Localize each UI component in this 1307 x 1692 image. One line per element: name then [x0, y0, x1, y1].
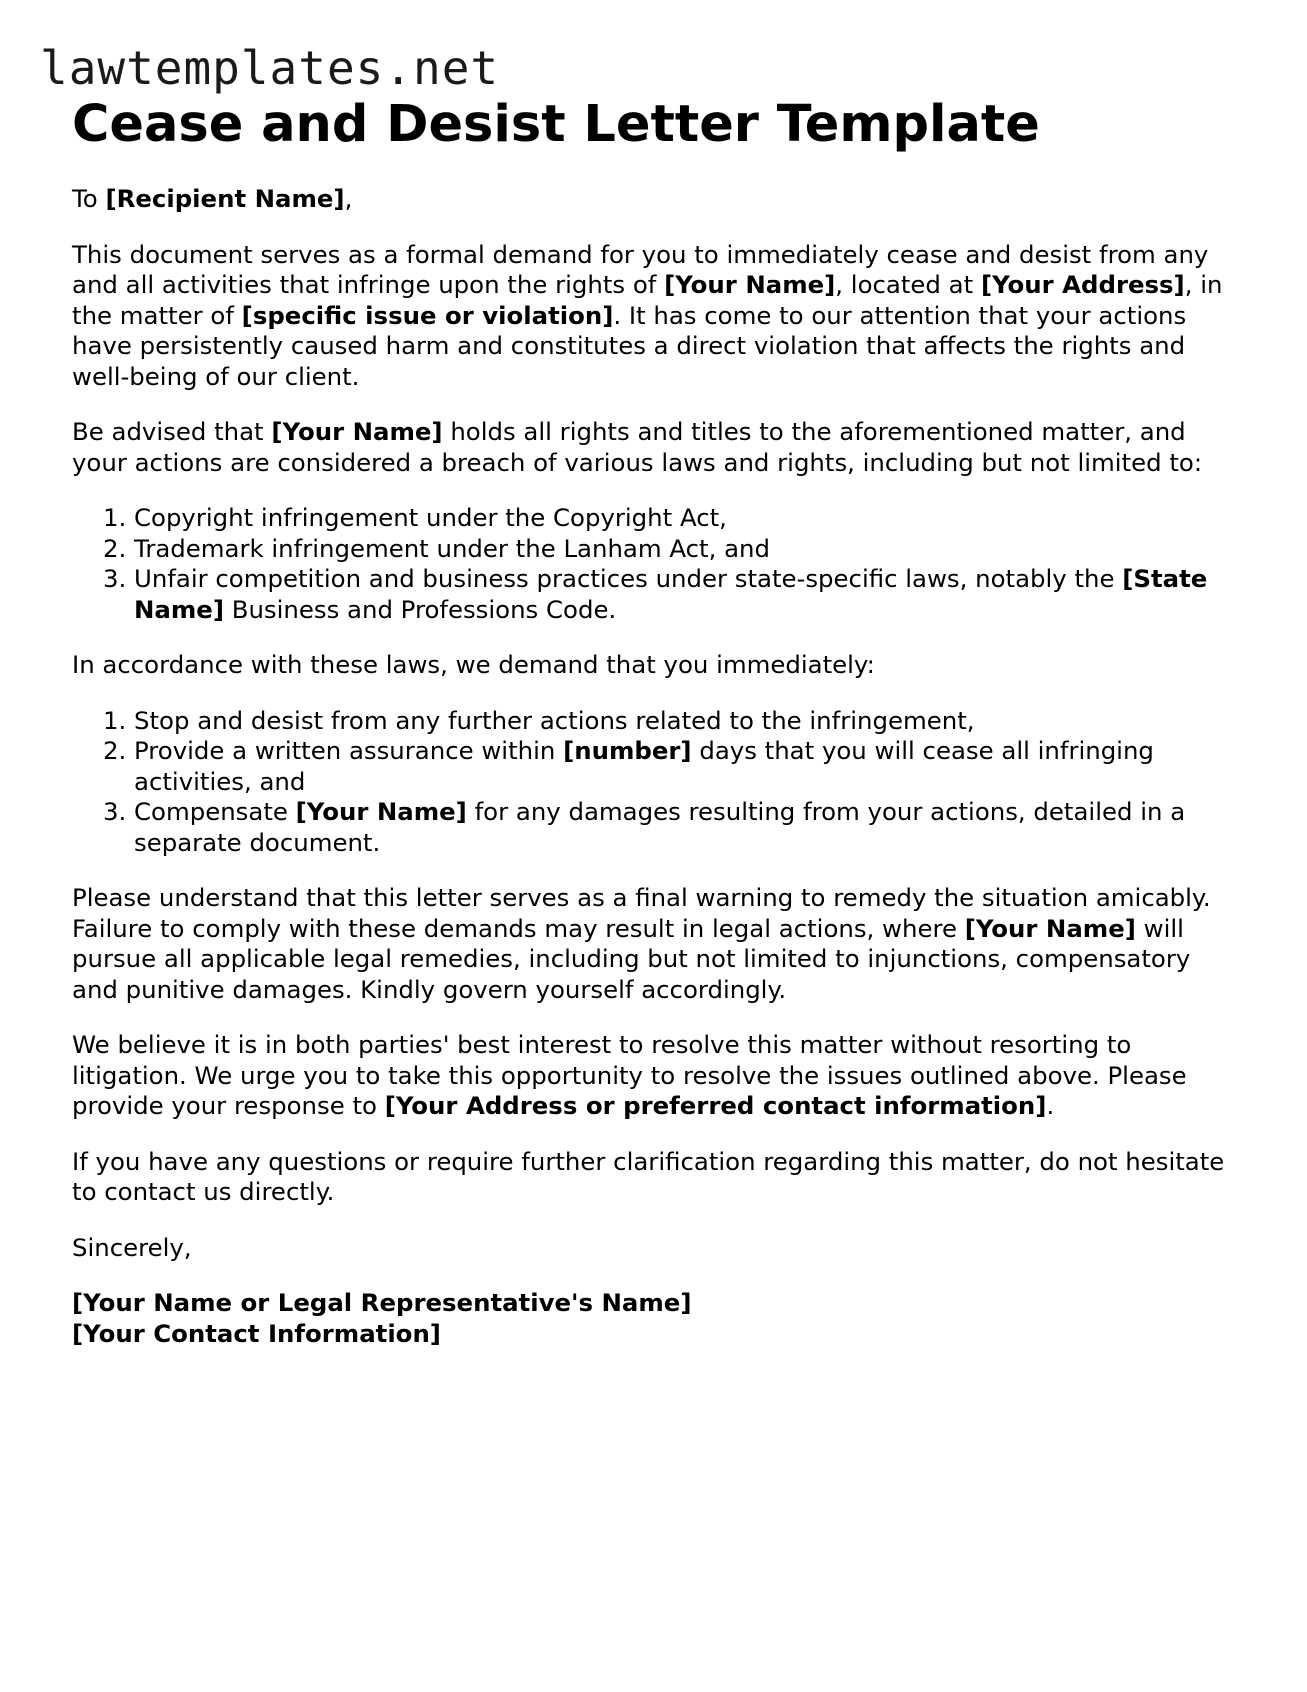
- signature-contact: [Your Contact Information]: [72, 1318, 441, 1348]
- text-run: Unfair competition and business practices under state-specific laws, notably the: [134, 564, 1123, 593]
- list-item: 1. Copyright infringement under the Copyright Act,: [134, 503, 1242, 534]
- demands-list: [72, 706, 1242, 859]
- paragraph-accordance: In accordance with these laws, we demand that you immediately:: [72, 650, 875, 679]
- text-run: for any damages resulting from your actions, detailed in a separate document.: [134, 797, 1186, 857]
- greeting-suffix: ,: [344, 184, 353, 213]
- laws-list: [72, 503, 1242, 625]
- signature-name: [Your Name or Legal Representative's Name]: [72, 1288, 692, 1317]
- text-run: Business and Professions Code.: [223, 594, 617, 624]
- signature-block: [72, 1288, 1242, 1349]
- text-run: holds all rights and titles to the aforementioned matter, and your actions are considered a breach of various laws and rights, including but not limited to:: [72, 417, 1203, 477]
- text-run: , located at: [835, 270, 981, 299]
- text-run: We believe it is in both parties' best interest to resolve this matter without resorting to litigation. We urge you to take this opportunity to resolve the issues outlined above. Please provide your response to: [72, 1030, 1187, 1120]
- number-placeholder: [number]: [563, 736, 692, 765]
- text-run: Provide a written assurance within: [134, 736, 564, 765]
- list-item: 2. Trademark infringement under the Lanham Act, and: [134, 534, 1242, 565]
- contact-placeholder: [Your Address or preferred contact information]: [384, 1091, 1047, 1120]
- document-page: [72, 92, 1242, 1349]
- list-item: [134, 736, 1242, 797]
- list-item: 1. Stop and desist from any further actions related to the infringement,: [134, 706, 1242, 737]
- recipient-placeholder: [Recipient Name]: [105, 184, 345, 213]
- text-run: , in the matter of: [72, 270, 1223, 330]
- text-run: .: [1046, 1091, 1055, 1120]
- paragraph-advised: [72, 417, 1242, 478]
- paragraph-questions: If you have any questions or require further clarification regarding this matter, do not hesitate to contact us directly.: [72, 1146, 1225, 1206]
- text-run: days that you will cease all infringing activities, and: [134, 736, 1154, 796]
- greeting: [72, 184, 1242, 215]
- list-item: [134, 564, 1242, 625]
- your-name-placeholder: [Your Name]: [664, 270, 836, 299]
- paragraph-demand: [72, 240, 1242, 393]
- text-run: Compensate: [134, 797, 296, 826]
- text-run: This document serves as a formal demand for you to immediately cease and desist from any and all activities that infringe upon the rights of: [72, 239, 1209, 299]
- closing: Sincerely,: [72, 1232, 192, 1262]
- state-name-placeholder: [State Name]: [134, 564, 1208, 624]
- text-run: will pursue all applicable legal remedies, including but not limited to injunctions, compensatory and punitive damages. Kindly govern yourself accordingly.: [72, 913, 1191, 1004]
- issue-placeholder: [specific issue or violation]: [241, 300, 614, 330]
- your-address-placeholder: [Your Address]: [980, 270, 1185, 299]
- your-name-placeholder: [Your Name]: [295, 797, 467, 826]
- your-name-placeholder: [Your Name]: [271, 417, 443, 446]
- paragraph-resolve: [72, 1030, 1242, 1122]
- paragraph-warning: [72, 883, 1242, 1005]
- your-name-placeholder: [Your Name]: [964, 913, 1136, 943]
- text-run: . It has come to our attention that your actions have persistently caused harm and constitutes a direct violation that affects the rights and well-being of our client.: [72, 300, 1187, 391]
- watermark-text: lawtemplates.net: [40, 41, 500, 95]
- document-title: Cease and Desist Letter Template: [72, 95, 1040, 154]
- text-run: Be advised that: [72, 417, 272, 446]
- text-run: Please understand that this letter serves as a final warning to remedy the situation amicably. Failure to comply with these demands may result in legal actions, where: [72, 883, 1211, 943]
- greeting-prefix: To: [72, 184, 106, 213]
- list-item: [134, 797, 1242, 858]
